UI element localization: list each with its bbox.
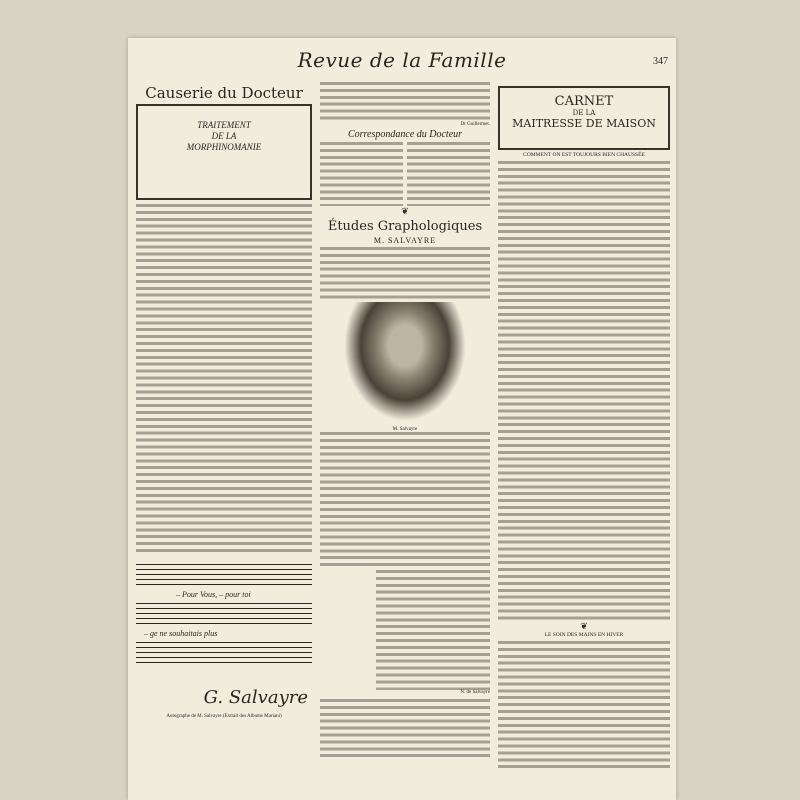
- etudes-intro-text: [320, 247, 490, 302]
- center-intro-text: [320, 82, 490, 122]
- magazine-page: [128, 38, 676, 800]
- correspondance-col-b: [407, 142, 490, 206]
- correspondance-title: Correspondance du Docteur: [347, 129, 463, 140]
- signature: G. Salvayre: [203, 687, 308, 708]
- ornament: ❦: [401, 206, 409, 216]
- correspondance-col-a: [320, 142, 403, 206]
- shoes-body-text: [498, 161, 670, 621]
- causerie-title: Causerie du Docteur: [145, 84, 303, 102]
- doctor-signoff: Dr Guillermet.: [460, 122, 490, 127]
- box-line-2: DE LA: [211, 131, 237, 141]
- box-line-1: TRAITEMENT: [197, 120, 251, 130]
- carnet-line-3: MAITRESSE DE MAISON: [512, 117, 656, 130]
- author-signoff: N. de Salvayre: [460, 690, 490, 695]
- correspondance-text: [320, 142, 490, 206]
- column-carnet: [498, 82, 670, 771]
- hands-body-text: [498, 641, 670, 771]
- causerie-body-text: [136, 204, 312, 556]
- autograph-caption: Autographe de M. Salvayre (Extrait des Albums Mariani): [166, 714, 282, 719]
- music-autograph: [136, 564, 312, 714]
- music-staff-1: [136, 564, 312, 588]
- hands-subtitle: LE SOIN DES MAINS EN HIVER: [544, 632, 624, 638]
- portrait-caption: M. Salvayre: [392, 427, 418, 432]
- carnet-header: [498, 86, 670, 150]
- traitement-box: [136, 104, 312, 200]
- music-staff-3: [136, 642, 312, 666]
- handwriting-sample: [320, 570, 372, 690]
- etudes-body-text: [320, 432, 490, 570]
- etudes-title: Études Graphologiques: [327, 219, 483, 234]
- carnet-line-2: DE LA: [572, 109, 596, 117]
- column-causerie: [136, 82, 312, 719]
- etudes-subtitle: M. SALVAYRE: [373, 236, 437, 245]
- portrait-image: [340, 302, 470, 426]
- lower-split: [320, 570, 490, 690]
- etudes-lower-text: [376, 570, 490, 690]
- lyrics-1: – Pour Vous, – pour toi: [176, 590, 251, 599]
- lyrics-2: – ge ne souhaitais plus: [144, 629, 218, 638]
- shoes-subtitle: COMMENT ON EST TOUJOURS BIEN CHAUSSÉE: [523, 152, 645, 158]
- box-line-3: MORPHINOMANIE: [186, 142, 262, 152]
- carnet-line-1: CARNET: [554, 94, 614, 109]
- masthead: Revue de la Famille: [297, 48, 507, 72]
- ornament-2: ❦: [580, 621, 588, 631]
- page-number: 347: [653, 56, 668, 67]
- portrait-figure: [320, 302, 490, 432]
- music-staff-2: [136, 603, 312, 627]
- column-center: [320, 82, 490, 757]
- footnote-text: [320, 699, 490, 757]
